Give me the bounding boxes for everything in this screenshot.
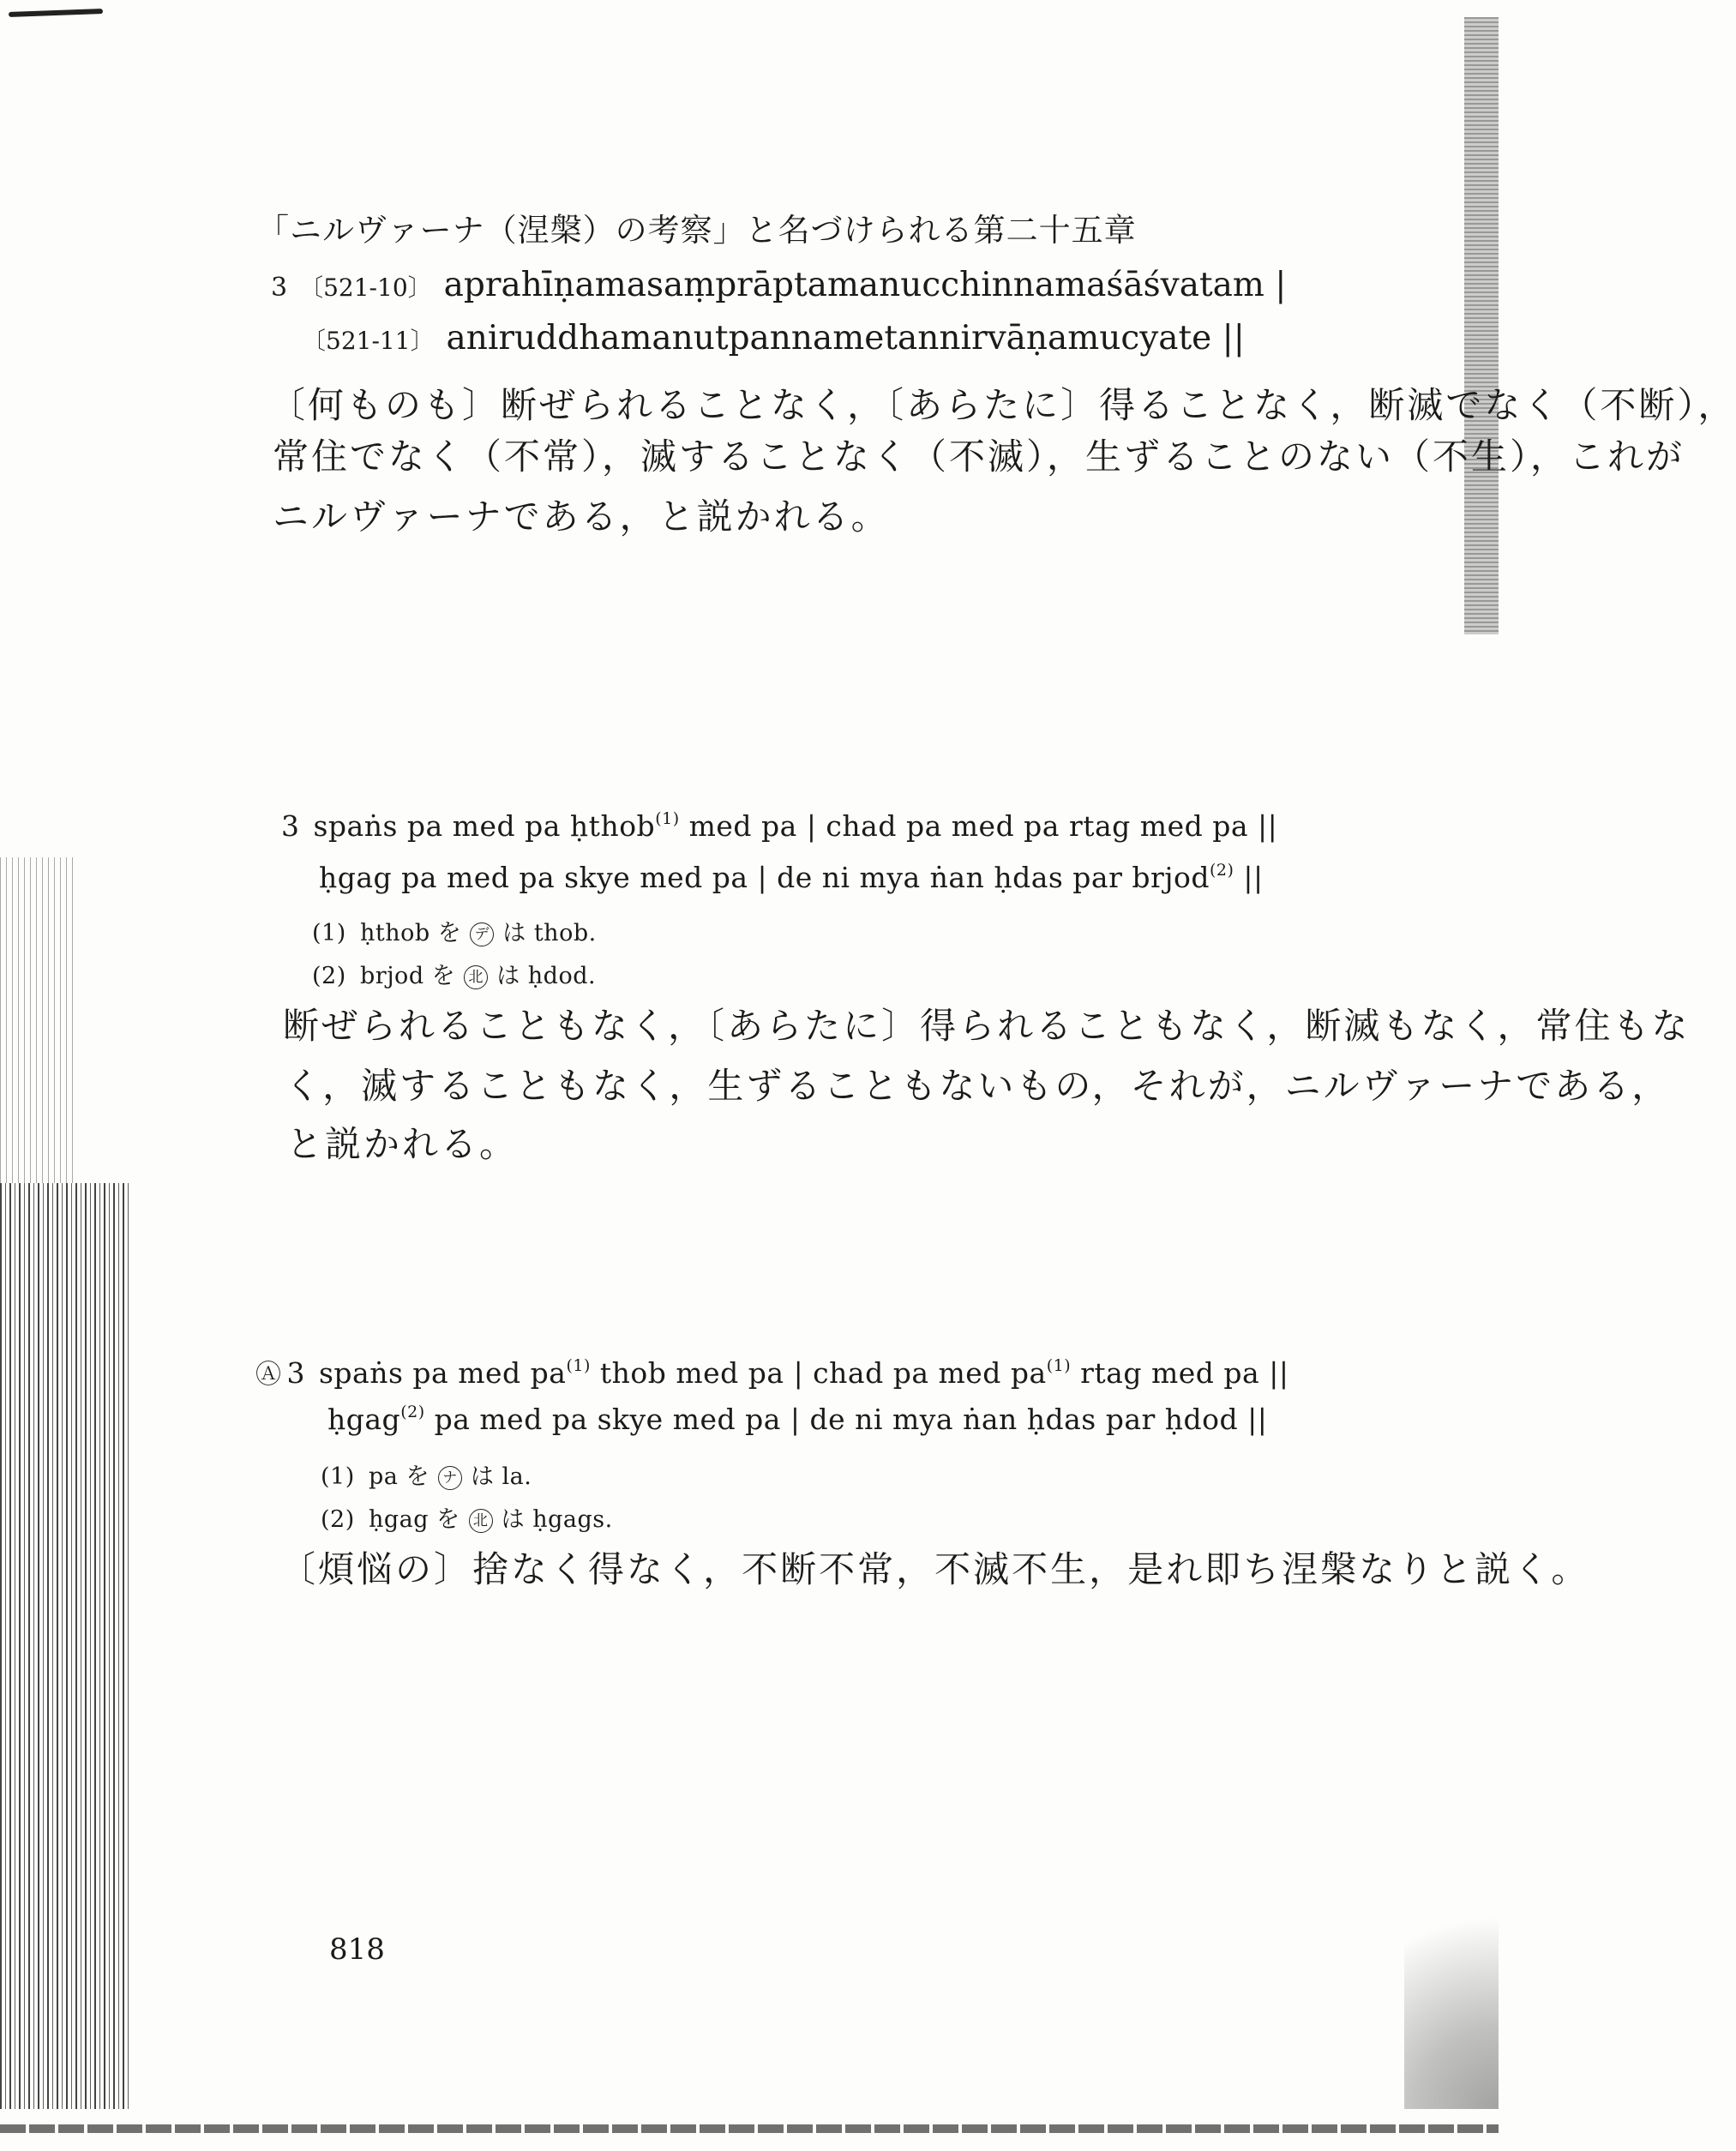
note-number: (1) bbox=[312, 920, 346, 946]
footnote-ref: (2) bbox=[400, 1403, 425, 1421]
edition-siglum-icon: ナ bbox=[438, 1466, 462, 1490]
sanskrit-translation-line-1: 〔何ものも〕断ぜられることなく，〔あらたに〕得ることなく，断滅でなく（不断）， bbox=[269, 384, 1736, 426]
tibetan1-translation-line-2: く，滅することもなく，生ずることもないもの，それが，ニルヴァーナである， bbox=[285, 1065, 1671, 1107]
note-number: (2) bbox=[312, 963, 346, 989]
tibetan1-translation-line-3: と説かれる。 bbox=[286, 1123, 519, 1165]
note-text: は la. bbox=[470, 1463, 532, 1490]
note-text: は thob. bbox=[502, 920, 597, 946]
sanskrit-text-2: aniruddhamanutpannametannirvāṇamucyate || bbox=[446, 319, 1245, 357]
scan-artifact-right-bottom bbox=[1404, 1852, 1499, 2109]
footnote-ref: (1) bbox=[1046, 1356, 1072, 1375]
note-text: pa を bbox=[369, 1463, 429, 1490]
sanskrit-line-1 bbox=[271, 266, 1286, 304]
edition-siglum-icon: デ bbox=[470, 922, 494, 946]
tibetan1-note-1 bbox=[312, 914, 597, 947]
footnote-ref: (1) bbox=[655, 809, 680, 828]
scan-artifact-left-edge bbox=[0, 1183, 129, 2109]
tibetan2-verse-number: 3 bbox=[286, 1356, 305, 1390]
tibetan2-text-1b: thob med pa | chad pa med pa bbox=[590, 1356, 1047, 1390]
edition-marker-icon: Ⓐ bbox=[255, 1360, 282, 1390]
note-text: ḥgag を bbox=[369, 1506, 460, 1533]
sanskrit-line-2 bbox=[302, 319, 1245, 357]
tibetan2-note-2 bbox=[321, 1500, 613, 1534]
note-text: brjod を bbox=[360, 963, 456, 989]
edition-siglum-icon: 北 bbox=[469, 1509, 493, 1533]
tibetan1-verse-number: 3 bbox=[281, 809, 300, 843]
scan-artifact-right-edge bbox=[1464, 17, 1499, 634]
scan-artifact-left-fade bbox=[0, 857, 77, 1183]
note-number: (1) bbox=[321, 1463, 355, 1490]
tibetan1-text-1b: med pa | chad pa med pa rtag med pa || bbox=[679, 809, 1278, 843]
tibetan2-line-2 bbox=[327, 1403, 1267, 1436]
tibetan2-text-1c: rtag med pa || bbox=[1071, 1356, 1289, 1390]
scan-artifact-top bbox=[9, 9, 103, 17]
page-number: 818 bbox=[329, 1932, 385, 1967]
tibetan2-text-1a: spaṅs pa med pa bbox=[319, 1356, 567, 1390]
tibetan1-text-1a: spaṅs pa med pa ḥthob bbox=[313, 809, 656, 843]
tibetan1-note-2 bbox=[312, 957, 596, 990]
tibetan2-note-1 bbox=[321, 1457, 532, 1491]
tibetan1-text-2a: ḥgag pa med pa skye med pa | de ni mya ṅan ḥdas par brjod bbox=[319, 861, 1210, 894]
tibetan1-line-2 bbox=[319, 861, 1264, 894]
sanskrit-ref-1: 〔521-10〕 bbox=[299, 273, 432, 302]
tibetan1-text-2b: || bbox=[1234, 861, 1264, 894]
tibetan1-line-1 bbox=[281, 809, 1277, 843]
scan-artifact-bottom-edge bbox=[0, 2124, 1499, 2133]
sanskrit-translation-line-3: ニルヴァーナである，と説かれる。 bbox=[273, 496, 890, 538]
note-text: は ḥgags. bbox=[501, 1506, 613, 1533]
footnote-ref: (2) bbox=[1209, 861, 1234, 880]
verse-number: 3 bbox=[271, 273, 288, 303]
tibetan2-text-2a: ḥgag bbox=[327, 1403, 401, 1436]
footnote-ref: (1) bbox=[566, 1356, 591, 1375]
sanskrit-translation-line-2: 常住でなく（不常），滅することなく（不滅），生ずることのない（不生），これが bbox=[273, 436, 1685, 478]
tibetan2-text-2b: pa med pa skye med pa | de ni mya ṅan ḥdas par ḥdod || bbox=[424, 1403, 1268, 1436]
note-text: ḥthob を bbox=[360, 920, 462, 946]
chinese-translation: 〔煩悩の〕捨なく得なく，不断不常，不滅不生，是れ即ち涅槃なりと説く。 bbox=[279, 1548, 1590, 1590]
chapter-title: 「ニルヴァーナ（涅槃）の考察」と名づけられる第二十五章 bbox=[257, 212, 1137, 249]
tibetan1-translation-line-1: 断ぜられることもなく，〔あらたに〕得られることもなく，断滅もなく，常住もな bbox=[283, 1005, 1691, 1047]
edition-siglum-icon: 北 bbox=[464, 965, 488, 989]
note-text: は ḥdod. bbox=[496, 963, 597, 989]
sanskrit-text-1: aprahīṇamasaṃprāptamanucchinnamaśāśvatam | bbox=[443, 266, 1287, 304]
sanskrit-ref-2: 〔521-11〕 bbox=[302, 327, 435, 355]
note-number: (2) bbox=[321, 1506, 355, 1533]
tibetan2-line-1 bbox=[255, 1353, 1288, 1391]
